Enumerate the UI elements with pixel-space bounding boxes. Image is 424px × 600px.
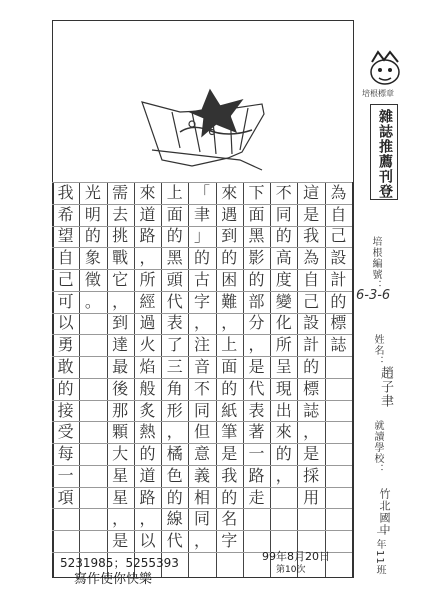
essay-character: 的	[221, 378, 238, 398]
essay-character: 計	[303, 335, 320, 355]
essay-character: 的	[221, 248, 238, 268]
essay-character: 筆	[221, 422, 238, 442]
grade-value: 一年11班	[374, 528, 385, 576]
essay-character: 誌	[330, 335, 347, 355]
essay-character: 道	[139, 204, 156, 224]
essay-character: 上	[221, 335, 238, 355]
essay-character: 項	[57, 487, 74, 507]
stamp-label: 培根標章	[362, 89, 394, 98]
essay-character: 設	[303, 313, 320, 333]
grid-column-line	[134, 182, 135, 577]
essay-character: 所	[139, 269, 156, 289]
essay-character: 己	[303, 291, 320, 311]
essay-character: 顆	[112, 422, 129, 442]
essay-character: 經	[139, 291, 156, 311]
drawing-area	[52, 20, 352, 183]
essay-character: 義	[193, 465, 210, 485]
essay-character: 字	[221, 531, 238, 551]
essay-character: 表	[248, 400, 265, 420]
essay-character: 自	[330, 204, 347, 224]
essay-character: 挑	[112, 226, 129, 246]
essay-character: 來	[221, 182, 238, 202]
essay-character: 自	[57, 248, 74, 268]
page-line: 第10次	[276, 565, 306, 575]
essay-character: 己	[57, 269, 74, 289]
essay-character: 誌	[303, 400, 320, 420]
essay-character: 路	[139, 226, 156, 246]
essay-character: 這	[303, 182, 320, 202]
slogan-line: 寫作使你快樂	[74, 572, 153, 587]
essay-character: 望	[57, 226, 74, 246]
essay-character: 困	[221, 269, 238, 289]
essay-character: 的	[275, 444, 292, 464]
essay-character: 般	[139, 378, 156, 398]
essay-character: 那	[112, 400, 129, 420]
essay-character: 戰	[112, 248, 129, 268]
essay-character: 以	[57, 313, 74, 333]
essay-character: ，	[248, 335, 265, 355]
essay-character: 來	[275, 422, 292, 442]
grid-column-line	[325, 182, 326, 577]
essay-character: ，	[139, 248, 156, 268]
name-value: 趙子聿	[378, 366, 393, 408]
essay-character: 勇	[57, 335, 74, 355]
essay-character: 我	[57, 182, 74, 202]
essay-character: 面	[221, 357, 238, 376]
essay-character: 是	[112, 531, 129, 551]
essay-character: 上	[166, 182, 183, 202]
essay-character: 表	[166, 313, 183, 333]
essay-character: 字	[193, 291, 210, 311]
essay-character: 代	[248, 378, 265, 398]
essay-character: 變	[275, 291, 292, 311]
essay-character: 一	[248, 444, 265, 464]
grid-column-line	[216, 182, 217, 577]
essay-character: 最	[112, 357, 129, 376]
essay-character: 採	[303, 465, 320, 485]
essay-character: 角	[166, 378, 183, 398]
essay-character: 去	[112, 204, 129, 224]
magazine-recommend-text: 雜誌推薦刊登	[377, 109, 393, 199]
essay-character: 希	[57, 204, 74, 224]
essay-character: 的	[139, 444, 156, 464]
essay-character: ，	[193, 313, 210, 333]
essay-character: ，	[221, 313, 238, 333]
essay-character: 不	[275, 182, 292, 202]
essay-character: 的	[57, 378, 74, 398]
essay-character: 以	[139, 531, 156, 551]
essay-character: 到	[112, 313, 129, 333]
essay-character: 熱	[139, 422, 156, 442]
editor-value: 6-3-6	[356, 288, 391, 303]
essay-character: 聿	[193, 204, 210, 224]
essay-character: 星	[112, 487, 129, 507]
grid-column-line	[52, 182, 54, 577]
essay-character: 過	[139, 313, 156, 333]
essay-character: 達	[112, 335, 129, 355]
essay-character: 遇	[221, 204, 238, 224]
essay-character: 大	[112, 444, 129, 464]
essay-character: 炙	[139, 400, 156, 420]
essay-character: ，	[193, 531, 210, 551]
grid-column-line	[161, 182, 162, 577]
essay-character: 標	[330, 313, 347, 333]
essay-character: 高	[275, 248, 292, 268]
essay-character: 了	[166, 335, 183, 355]
essay-character: 下	[248, 182, 265, 202]
essay-character: 我	[303, 226, 320, 246]
essay-character: 標	[303, 378, 320, 398]
essay-character: 是	[221, 444, 238, 464]
essay-character: 不	[193, 378, 210, 398]
essay-character: 星	[112, 465, 129, 485]
essay-character: 著	[248, 422, 265, 442]
essay-character: 為	[303, 248, 320, 268]
grid-column-line	[243, 182, 244, 577]
essay-character: 形	[166, 400, 183, 420]
essay-character: 紙	[221, 400, 238, 420]
essay-character: 徵	[84, 269, 101, 289]
essay-character: 度	[275, 269, 292, 289]
essay-character: 同	[275, 204, 292, 224]
essay-character: 同	[193, 400, 210, 420]
grid-column-line	[352, 182, 354, 577]
writing-grid	[52, 182, 352, 577]
date-line: 99年8月20日	[262, 550, 330, 563]
essay-character: 的	[166, 226, 183, 246]
essay-character: 是	[303, 444, 320, 464]
essay-character: 化	[275, 313, 292, 333]
essay-character: 橘	[166, 444, 183, 464]
essay-character: 注	[193, 335, 210, 355]
essay-character: 到	[221, 226, 238, 246]
essay-character: 我	[221, 465, 238, 485]
essay-character: 面	[248, 204, 265, 224]
essay-character: ，	[166, 422, 183, 442]
essay-character: 焰	[139, 357, 156, 376]
essay-character: 受	[57, 422, 74, 442]
stamp-logo	[364, 48, 406, 88]
essay-character: 光	[84, 182, 101, 202]
essay-character: 同	[193, 509, 210, 529]
essay-character: 明	[84, 204, 101, 224]
essay-character: 用	[303, 487, 320, 507]
essay-character: 黑	[166, 248, 183, 268]
essay-character: 相	[193, 487, 210, 507]
school-label: 就讀學校：	[372, 420, 383, 475]
essay-character: 「	[193, 182, 210, 202]
essay-character: 三	[166, 357, 183, 376]
essay-character: 現	[275, 378, 292, 398]
essay-character: 路	[139, 487, 156, 507]
essay-character: ，	[139, 509, 156, 529]
essay-character: 所	[275, 335, 292, 355]
essay-character: 的	[221, 487, 238, 507]
editor-label: 培根編號：	[370, 236, 381, 291]
grid-column-line	[79, 182, 80, 577]
essay-character: 代	[166, 531, 183, 551]
grid-column-line	[297, 182, 298, 577]
essay-character: ，	[303, 422, 320, 442]
essay-character: 走	[248, 487, 265, 507]
essay-character: 線	[166, 509, 183, 529]
essay-character: 意	[193, 444, 210, 464]
essay-character: 計	[330, 269, 347, 289]
essay-character: 名	[221, 509, 238, 529]
essay-character: 頭	[166, 269, 183, 289]
essay-character: 的	[84, 226, 101, 246]
essay-character: 需	[112, 182, 129, 202]
essay-character: 一	[57, 465, 74, 485]
essay-character: 的	[303, 357, 320, 376]
essay-character: 象	[84, 248, 101, 268]
essay-character: 敢	[57, 357, 74, 376]
essay-character: 部	[248, 291, 265, 311]
essay-character: ，	[112, 509, 129, 529]
essay-character: 路	[248, 465, 265, 485]
essay-character: 分	[248, 313, 265, 333]
name-label: 姓名：	[372, 334, 383, 367]
essay-character: 己	[330, 226, 347, 246]
essay-character: 面	[166, 204, 183, 224]
essay-character: 設	[330, 248, 347, 268]
essay-character: 色	[166, 465, 183, 485]
essay-character: 的	[330, 291, 347, 311]
essay-character: 的	[275, 226, 292, 246]
grid-column-line	[188, 182, 189, 577]
essay-character: ，	[112, 291, 129, 311]
essay-character: 道	[139, 465, 156, 485]
essay-character: 的	[166, 487, 183, 507]
essay-character: 出	[275, 400, 292, 420]
essay-character: 每	[57, 444, 74, 464]
essay-character: 代	[166, 291, 183, 311]
essay-character: 接	[57, 400, 74, 420]
logo-drawing	[52, 20, 352, 182]
essay-character: 音	[193, 357, 210, 376]
essay-character: 黑	[248, 226, 265, 246]
grid-column-line	[270, 182, 271, 577]
essay-character: 的	[248, 269, 265, 289]
essay-character: 它	[112, 269, 129, 289]
essay-character: 呈	[275, 357, 292, 376]
phone-line: 5231985；5255393	[60, 556, 179, 570]
essay-character: 可	[57, 291, 74, 311]
essay-character: 為	[330, 182, 347, 202]
essay-character: 來	[139, 182, 156, 202]
essay-character: 是	[303, 204, 320, 224]
essay-character: 。	[84, 291, 101, 311]
essay-character: 的	[193, 248, 210, 268]
essay-character: 影	[248, 248, 265, 268]
essay-character: 」	[193, 226, 210, 246]
essay-character: 後	[112, 378, 129, 398]
magazine-recommend-box	[370, 104, 398, 200]
essay-character: 火	[139, 335, 156, 355]
school-value: 竹北國中	[378, 488, 391, 536]
essay-character: 難	[221, 291, 238, 311]
essay-character: 古	[193, 269, 210, 289]
essay-character: ，	[275, 465, 292, 485]
essay-character: 是	[248, 357, 265, 376]
grid-column-line	[107, 182, 108, 577]
essay-character: 但	[193, 422, 210, 442]
essay-character: 自	[303, 269, 320, 289]
